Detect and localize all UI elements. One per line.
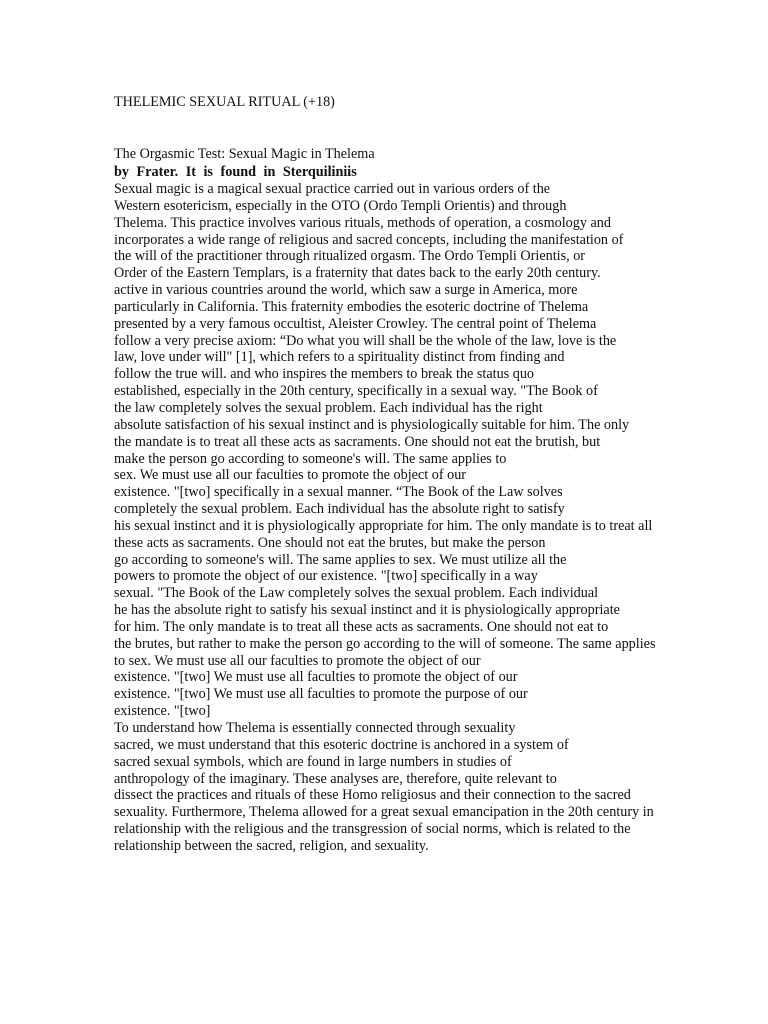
text-line: particularly in California. This fraternity embodies the esoteric doctrine of Thelema (114, 298, 589, 315)
text-line: follow the true will. and who inspires the members to break the status quo (114, 366, 535, 383)
text-line: to sex. We must use all our faculties to promote the object of our (114, 652, 481, 669)
text-line: incorporates a wide range of religious and sacred concepts, including the manifestation of (114, 231, 624, 248)
text-line: existence. "[two] We must use all faculties to promote the purpose of our (114, 686, 528, 703)
text-line: dissect the practices and rituals of these Homo religiosus and their connection to the sacred (114, 787, 631, 804)
text-line: relationship with the religious and the transgression of social norms, which is related to the (114, 821, 631, 838)
text-line: sex. We must use all our faculties to promote the object of our (114, 467, 467, 484)
text-line: completely the sexual problem. Each individual has the absolute right to satisfy (114, 501, 565, 518)
text-line: for him. The only mandate is to treat all these acts as sacraments. One should not eat to (114, 618, 609, 635)
text-line: law, love under will" [1], which refers to a spirituality distinct from finding and (114, 349, 565, 366)
text-line: powers to promote the object of our existence. "[two] specifically in a way (114, 568, 538, 585)
text-line: sexual. "The Book of the Law completely solves the sexual problem. Each individual (114, 585, 599, 602)
text-line: active in various countries around the world, which saw a surge in America, more (114, 282, 578, 299)
text-line: follow a very precise axiom: “Do what you will shall be the whole of the law, love is the (114, 332, 617, 349)
text-line: relationship between the sacred, religion, and sexuality. (114, 837, 429, 854)
text-line: presented by a very famous occultist, Aleister Crowley. The central point of Thelema (114, 315, 597, 332)
text-line: established, especially in the 20th century, specifically in a sexual way. "The Book of (114, 383, 598, 400)
text-line: existence. "[two] We must use all faculties to promote the object of our (114, 669, 518, 686)
text-line: To understand how Thelema is essentially connected through sexuality (114, 720, 516, 736)
text-line: the will of the practitioner through ritualized orgasm. The Ordo Templi Orientis, or (114, 248, 586, 265)
text-line: Sexual magic is a magical sexual practice carried out in various orders of the (114, 181, 551, 197)
text-line: absolute satisfaction of his sexual instinct and is physiologically suitable for him. The only (114, 416, 630, 433)
text-line: Thelema. This practice involves various rituals, methods of operation, a cosmology and (114, 214, 611, 231)
text-line: sacred, we must understand that this esoteric doctrine is anchored in a system of (114, 736, 569, 753)
text-line: sacred sexual symbols, which are found in large numbers in studies of (114, 753, 512, 770)
document-title: THELEMIC SEXUAL RITUAL (+18) (114, 94, 335, 110)
document-subtitle: The Orgasmic Test: Sexual Magic in Thelema (114, 146, 375, 162)
author-byline: by Frater. It is found in Sterquiliniis (114, 164, 357, 180)
text-line: existence. "[two] specifically in a sexual manner. “The Book of the Law solves (114, 484, 563, 501)
text-line: Western esotericism, especially in the OTO (Ordo Templi Orientis) and through (114, 197, 567, 214)
text-line: these acts as sacraments. One should not eat the brutes, but make the person (114, 534, 546, 551)
text-line: make the person go according to someone's will. The same applies to (114, 450, 507, 467)
text-line: Order of the Eastern Templars, is a fraternity that dates back to the early 20th century. (114, 265, 601, 282)
text-line: the mandate is to treat all these acts as sacraments. One should not eat the brutish, but (114, 433, 601, 450)
text-line: the law completely solves the sexual problem. Each individual has the right (114, 399, 543, 416)
text-line: existence. "[two] (114, 703, 211, 720)
body-text (114, 181, 654, 855)
text-line: anthropology of the imaginary. These analyses are, therefore, quite relevant to (114, 770, 557, 787)
text-line: sexuality. Furthermore, Thelema allowed for a great sexual emancipation in the 20th century in (114, 804, 654, 821)
text-line: his sexual instinct and it is physiologically appropriate for him. The only mandate is to treat all (114, 517, 653, 534)
text-line: he has the absolute right to satisfy his sexual instinct and it is physiologically appropriate (114, 602, 620, 619)
text-line: go according to someone's will. The same applies to sex. We must utilize all the (114, 551, 567, 568)
text-line: the brutes, but rather to make the person go according to the will of someone. The same applies (114, 635, 656, 652)
